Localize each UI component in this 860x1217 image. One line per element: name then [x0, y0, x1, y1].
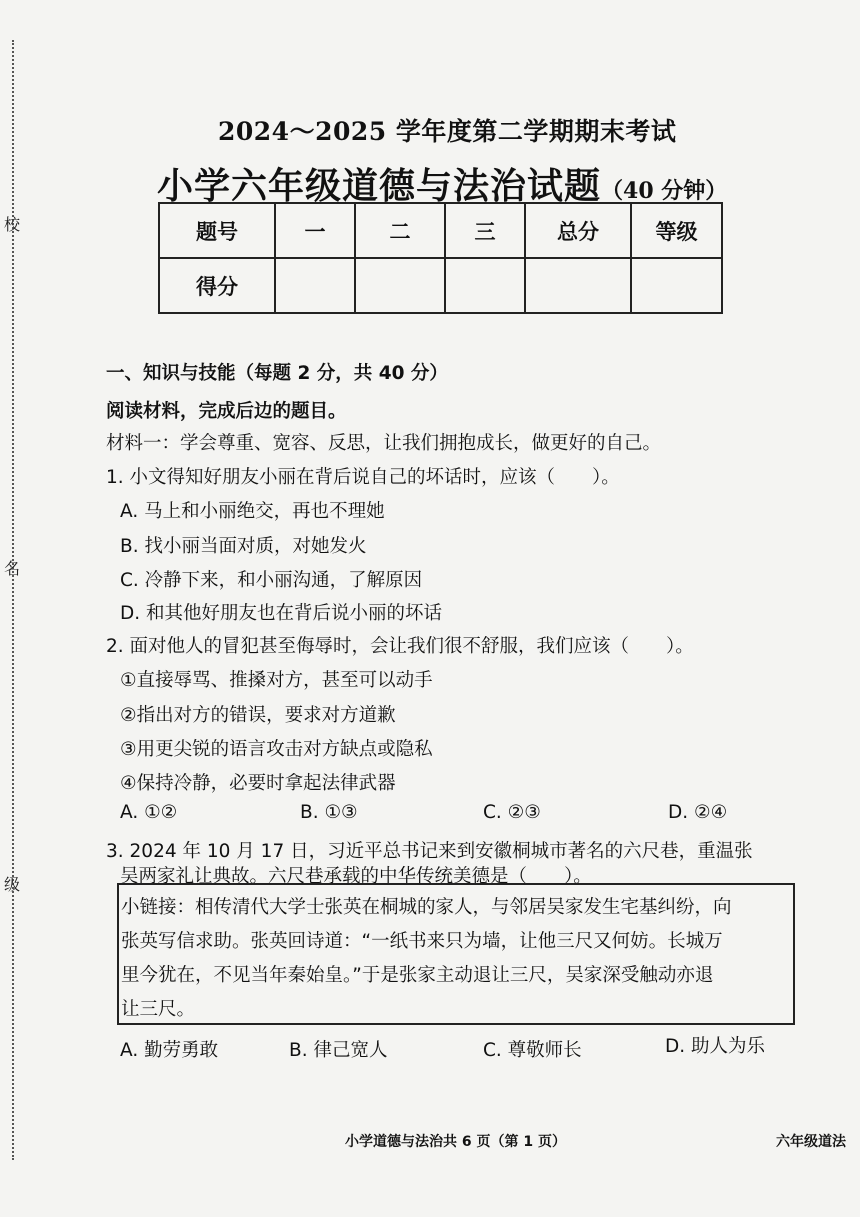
score-blank-cell[interactable] — [525, 258, 631, 313]
q3-option-a: A. 勤劳勇敢 — [120, 1040, 219, 1061]
binding-dotted-line — [12, 40, 14, 1160]
q1-option-a: A. 马上和小丽绝交，再也不理她 — [120, 501, 385, 522]
score-cell: 总分 — [525, 203, 631, 258]
q2-stem: 2. 面对他人的冒犯甚至侮辱时，会让我们很不舒服，我们应该（ ）。 — [106, 636, 694, 657]
q2-item: ④保持冷静，必要时拿起法律武器 — [120, 773, 396, 794]
q3-option-c: C. 尊敬师长 — [483, 1040, 582, 1061]
score-cell: 题号 — [159, 203, 275, 258]
link-box — [117, 883, 795, 1025]
footer-tag: 六年级道法 — [776, 1134, 846, 1150]
subject-title-text: 小学六年级道德与法治试题 — [157, 165, 602, 207]
score-cell: 二 — [355, 203, 445, 258]
section1-instruction: 阅读材料，完成后边的题目。 — [106, 401, 347, 422]
link-line: 张英写信求助。张英回诗道：“一纸书来只为墙，让他三尺又何妨。长城万 — [121, 931, 723, 952]
margin-char-name: 名 — [4, 559, 21, 578]
q1-stem: 1. 小文得知好朋友小丽在背后说自己的坏话时，应该（ ）。 — [106, 467, 620, 488]
q3-option-b: B. 律己宽人 — [289, 1040, 388, 1061]
section1-heading: 一、知识与技能（每题 2 分，共 40 分） — [106, 363, 448, 384]
score-blank-cell[interactable] — [631, 258, 722, 313]
q2-option-d: D. ②④ — [668, 802, 728, 823]
score-blank-cell[interactable] — [275, 258, 355, 313]
score-blank-cell[interactable] — [445, 258, 525, 313]
score-table — [158, 202, 723, 314]
score-cell: 一 — [275, 203, 355, 258]
score-cell: 三 — [445, 203, 525, 258]
link-line: 小链接：相传清代大学士张英在桐城的家人，与邻居吴家发生宅基纠纷，向 — [121, 897, 732, 918]
q3-stem-line1: 3. 2024 年 10 月 17 日，习近平总书记来到安徽桐城市著名的六尺巷，重温张 — [106, 841, 753, 862]
margin-char-school: 校 — [4, 215, 21, 234]
link-line: 里今犹在，不见当年秦始皇。”于是张家主动退让三尺，吴家深受触动亦退 — [121, 965, 714, 986]
score-cell: 等级 — [631, 203, 722, 258]
score-cell: 得分 — [159, 258, 275, 313]
q2-item: ①直接辱骂、推搡对方，甚至可以动手 — [120, 670, 433, 691]
q1-option-d: D. 和其他好朋友也在背后说小丽的坏话 — [120, 603, 443, 624]
q2-item: ②指出对方的错误，要求对方道歉 — [120, 705, 396, 726]
q2-option-a: A. ①② — [120, 802, 178, 823]
q1-option-c: C. 冷静下来，和小丽沟通，了解原因 — [120, 570, 423, 591]
q2-option-b: B. ①③ — [300, 802, 358, 823]
q2-item: ③用更尖锐的语言攻击对方缺点或隐私 — [120, 739, 433, 760]
q3-option-d: D. 助人为乐 — [665, 1036, 766, 1057]
exam-title: 2024～2025 学年度第二学期期末考试 — [218, 117, 677, 146]
q1-option-b: B. 找小丽当面对质，对她发火 — [120, 536, 367, 557]
material-one: 材料一：学会尊重、宽容、反思，让我们拥抱成长，做更好的自己。 — [106, 433, 662, 454]
exam-duration: （40 分钟） — [601, 178, 728, 204]
score-blank-cell[interactable] — [355, 258, 445, 313]
footer-page-info: 小学道德与法治共 6 页（第 1 页） — [345, 1134, 566, 1150]
score-table-score-row — [159, 258, 722, 313]
q3-stem-line2: 吴两家礼让典故。六尺巷承载的中华传统美德是（ ）。 — [120, 866, 592, 887]
link-line: 让三尺。 — [121, 999, 196, 1020]
q2-option-c: C. ②③ — [483, 802, 541, 823]
score-table-header-row — [159, 203, 722, 258]
margin-char-class: 级 — [4, 875, 21, 894]
